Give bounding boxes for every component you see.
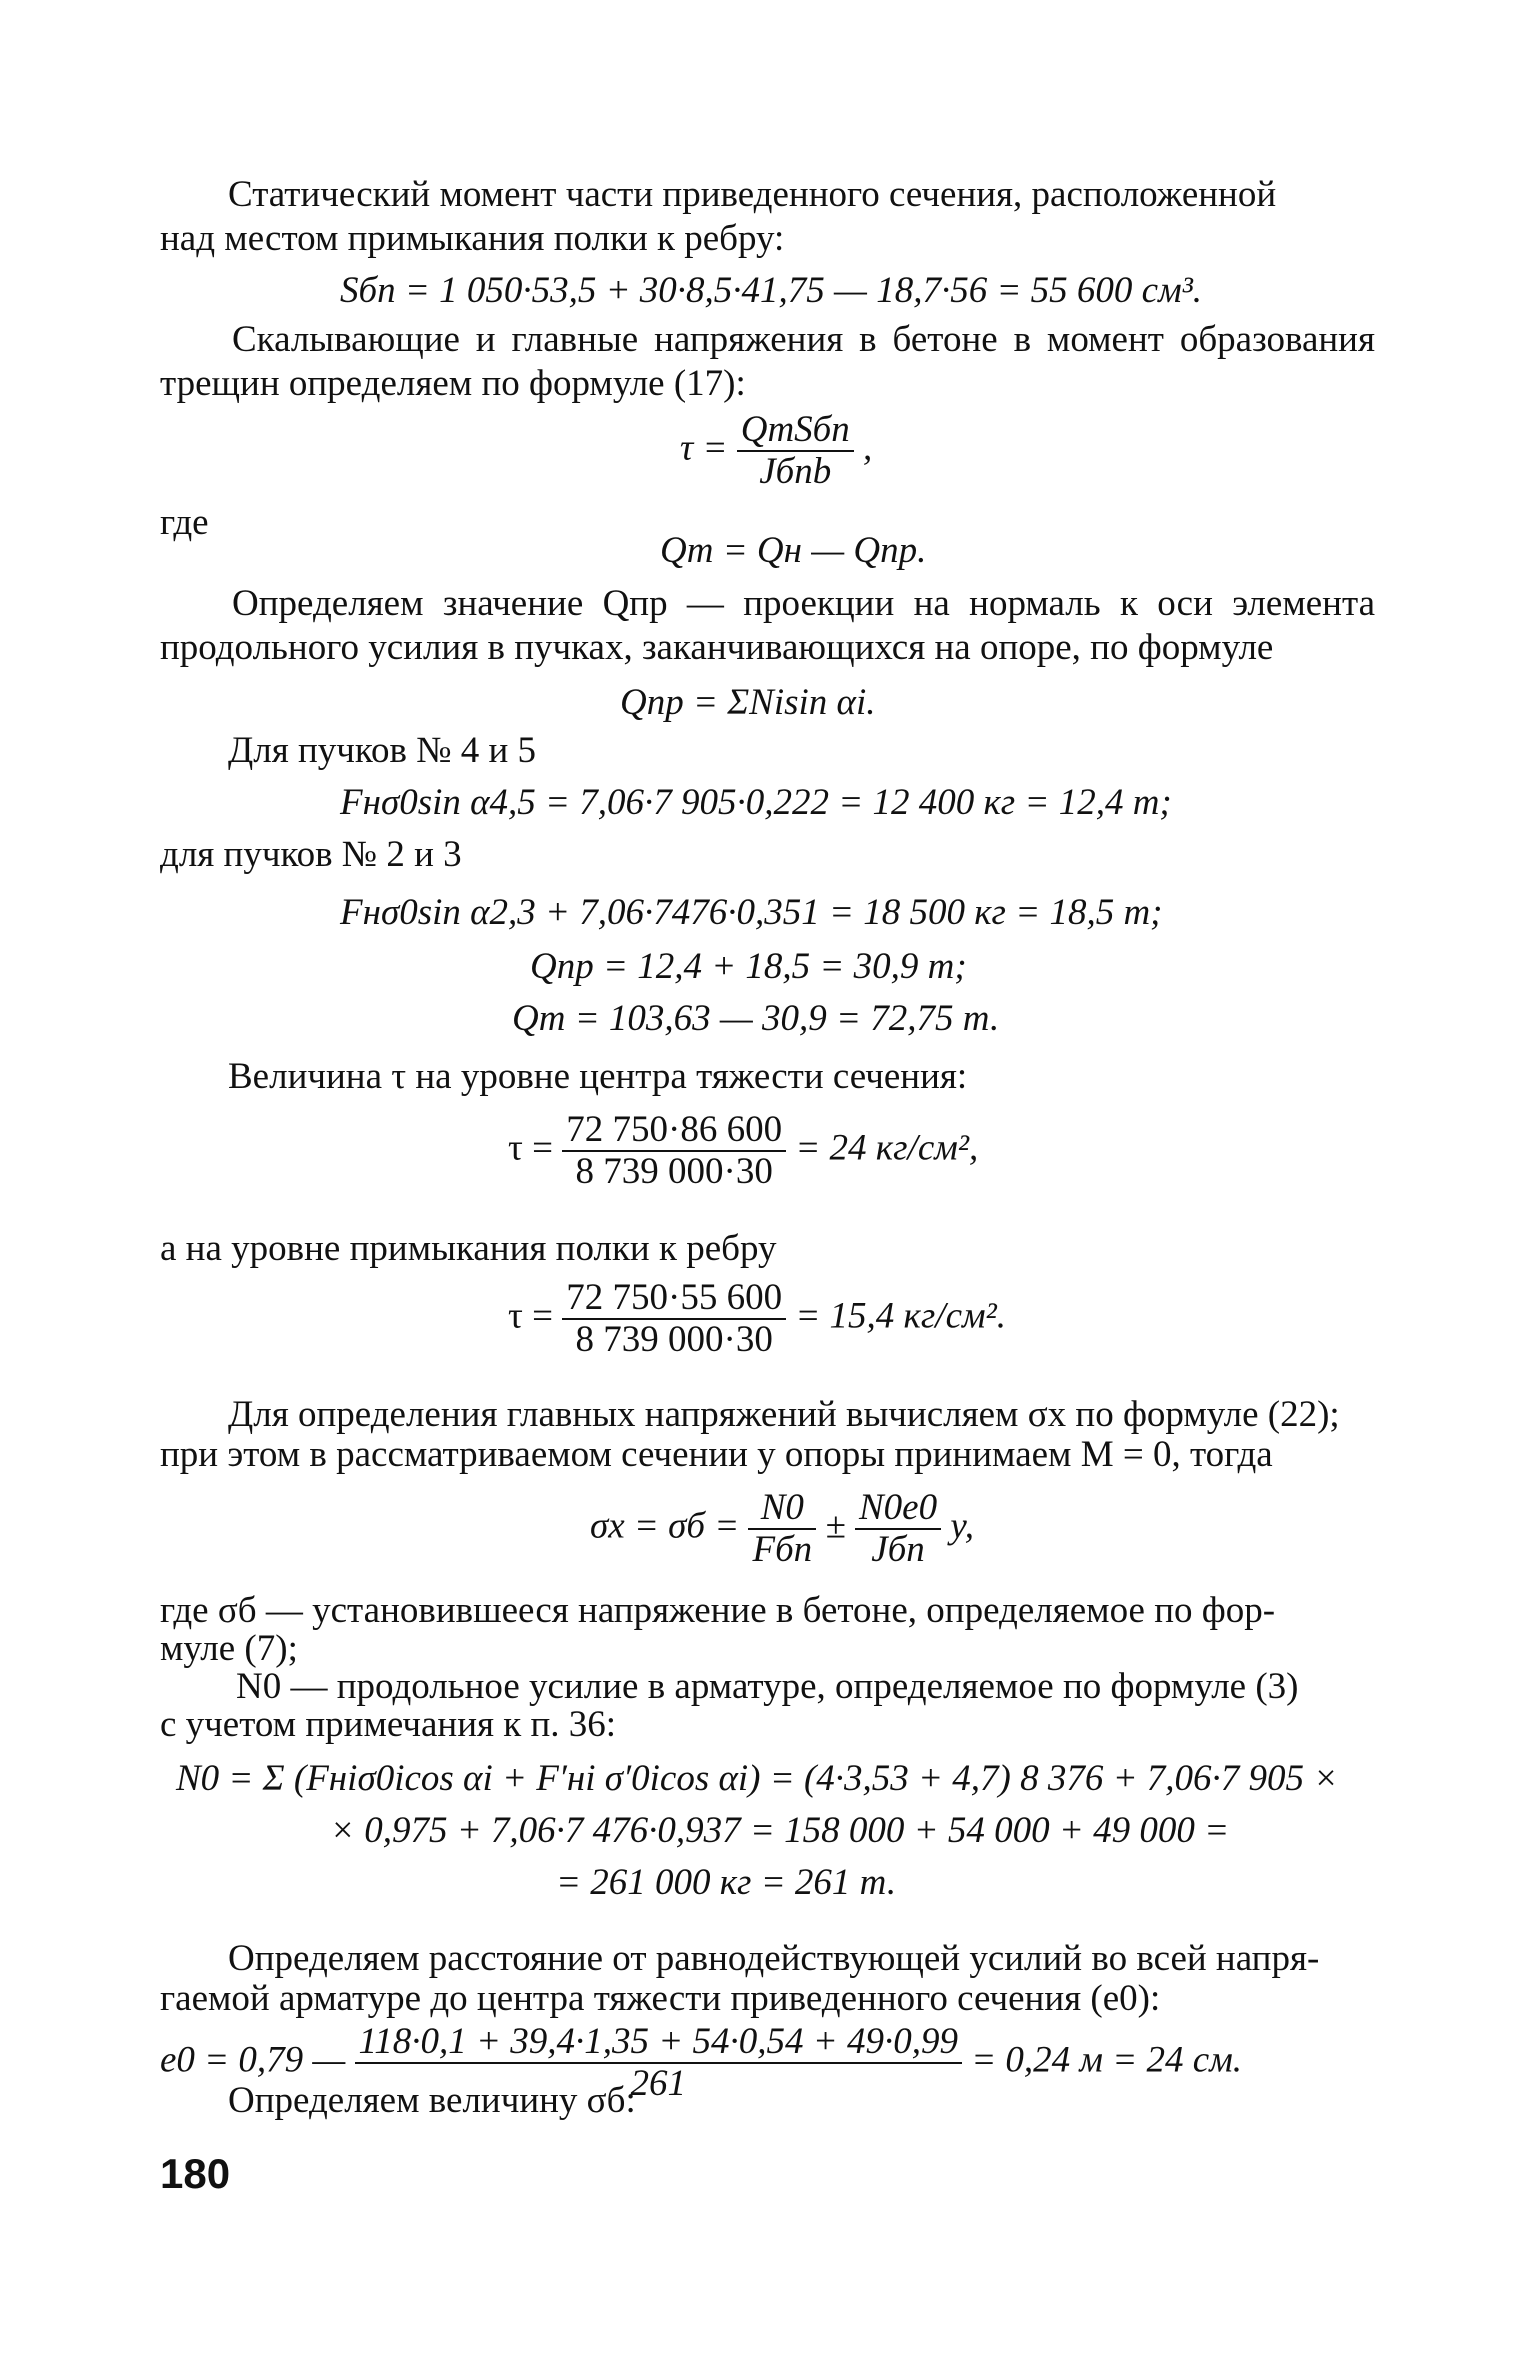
equation-bundles-2-3: Fнσ0sin α2,3 + 7,06·7476·0,351 = 18 500 кг = 18,5 т; — [340, 892, 1163, 933]
tau-flange-rhs: = 15,4 кг/см². — [795, 1295, 1006, 1337]
equation-Qpr: Qпр = ΣNisin αi. — [620, 682, 876, 723]
tau-flange-formula — [508, 1278, 1006, 1360]
sigma-den-1: Fбп — [752, 1529, 813, 1570]
tau-flange-lhs: τ = — [508, 1295, 553, 1337]
page-number: 180 — [160, 2150, 231, 2197]
e0-lhs: e0 = 0,79 — — [160, 2039, 346, 2081]
where-sigma-line-1: где σб — установившееся напряжение в бетоне, определяемое по фор- — [160, 1590, 1276, 1631]
equation-Qt-value: Qт = 103,63 — 30,9 = 72,75 т. — [512, 998, 1000, 1039]
equation-N0-line-1: N0 = Σ (Fнiσ0icos αi + F′нi σ′0icos αi) = (4·3,53 + 4,7) 8 376 + 7,06·7 905 × — [176, 1758, 1339, 1799]
sigma-formula — [590, 1488, 974, 1570]
sigma-text-line-1: Для определения главных напряжений вычисляем σx по формуле (22); — [228, 1394, 1340, 1435]
where-label: где — [160, 502, 209, 543]
sigma-text-line-2: при этом в рассматриваемом сечении у опоры принимаем M = 0, тогда — [160, 1434, 1273, 1475]
tau-tail: , — [863, 427, 873, 469]
intro-line-2: над местом примыкания полки к ребру: — [160, 218, 785, 259]
ecc-text-line-2: гаемой арматуре до центра тяжести приведенного сечения (e0): — [160, 1978, 1161, 2019]
equation-S: Sбп = 1 050·53,5 + 30·8,5·41,75 — 18,7·56 = 55 600 см³. — [340, 270, 1203, 311]
tau-numerator: QтSбп — [737, 410, 854, 452]
ecc-text-line-1: Определяем расстояние от равнодействующей усилий во всей напря- — [228, 1938, 1320, 1979]
tau-center-rhs: = 24 кг/см², — [795, 1127, 979, 1169]
tau-center-denominator: 8 739 000·30 — [575, 1151, 773, 1192]
equation-N0-line-2: × 0,975 + 7,06·7 476·0,937 = 158 000 + 54 000 + 49 000 = — [330, 1810, 1230, 1851]
where-N0-line-1: N0 — продольное усилие в арматуре, определяемое по формуле (3) — [236, 1666, 1299, 1707]
where-N0-line-2: с учетом примечания к п. 36: — [160, 1704, 617, 1745]
sigma-plus-minus: ± — [825, 1505, 846, 1547]
tau-flange-numerator: 72 750·55 600 — [562, 1278, 786, 1320]
tau-center-fraction — [562, 1110, 786, 1192]
tau-denominator: Jбпb — [759, 451, 832, 492]
sigma-fraction-2 — [855, 1488, 941, 1570]
e0-denominator: 261 — [630, 2063, 686, 2104]
equation-Qt: Qт = Qн — Qпр. — [660, 530, 927, 571]
qpr-paragraph: Определяем значение Qпр — проекции на нормаль к оси элемента продольного усилия в пучках, заканчивающихся на опоре, по формуле — [160, 583, 1375, 668]
tau-flange-label: а на уровне примыкания полки к ребру — [160, 1228, 777, 1269]
bundles-4-5-label: Для пучков № 4 и 5 — [228, 730, 537, 771]
tau-flange-denominator: 8 739 000·30 — [575, 1319, 773, 1360]
tau-lhs: τ = — [680, 427, 728, 469]
sigma-lhs: σx = σб = — [590, 1505, 740, 1547]
bundles-2-3-label: для пучков № 2 и 3 — [160, 834, 462, 875]
tau-center-lhs: τ = — [508, 1127, 553, 1169]
e0-numerator: 118·0,1 + 39,4·1,35 + 54·0,54 + 49·0,99 — [355, 2022, 962, 2064]
tau-center-formula — [508, 1110, 978, 1192]
tau-formula — [680, 410, 872, 492]
tau-flange-fraction — [562, 1278, 786, 1360]
sigma-b-label: Определяем величину σб: — [228, 2080, 636, 2121]
sigma-num-2: N0e0 — [855, 1488, 941, 1530]
sigma-num-1: N0 — [748, 1488, 816, 1530]
shear-paragraph: Скалывающие и главные напряжения в бетоне в момент образования трещин определяем по формуле (17): — [160, 319, 1375, 404]
where-sigma-line-2: муле (7); — [160, 1628, 298, 1669]
sigma-fraction-1 — [748, 1488, 816, 1570]
equation-Qpr-value: Qпр = 12,4 + 18,5 = 30,9 т; — [530, 946, 967, 987]
tau-center-label: Величина τ на уровне центра тяжести сечения: — [228, 1056, 968, 1097]
tau-fraction — [737, 410, 854, 492]
tau-center-numerator: 72 750·86 600 — [562, 1110, 786, 1152]
e0-rhs: = 0,24 м = 24 см. — [971, 2039, 1243, 2081]
sigma-den-2: Jбп — [871, 1529, 925, 1570]
equation-bundles-4-5: Fнσ0sin α4,5 = 7,06·7 905·0,222 = 12 400 кг = 12,4 т; — [340, 782, 1172, 823]
intro-line-1: Статический момент части приведенного сечения, расположенной — [228, 174, 1277, 215]
equation-N0-line-3: = 261 000 кг = 261 т. — [556, 1862, 897, 1903]
sigma-tail: y, — [950, 1505, 974, 1547]
